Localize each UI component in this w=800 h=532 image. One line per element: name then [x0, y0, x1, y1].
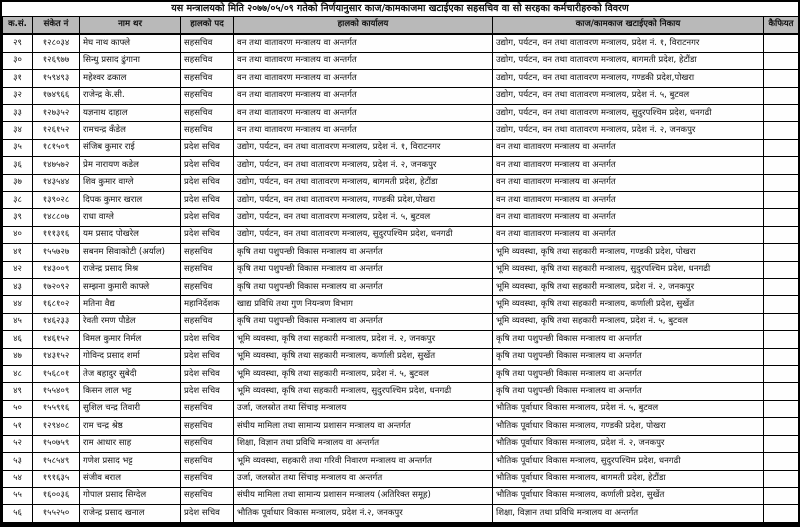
cell-name: मतिना वैद्य: [80, 296, 181, 313]
cell-code-number: १२६९७७: [33, 52, 80, 69]
cell-name: सम्झना कुमारी काफ्ले: [80, 279, 181, 296]
table-header-row: [3, 17, 799, 35]
header-current-post: हालको पद: [181, 17, 234, 35]
cell-current-post: सहसचिव: [181, 313, 234, 330]
cell-code-number: १९१६३५: [33, 470, 80, 487]
cell-remarks: [764, 400, 799, 417]
cell-current-office: उद्योग, पर्यटन, वन तथा वातावरण मन्त्रालय, प्रदेश नं. १, विराटनगर: [234, 139, 493, 156]
table-row: [3, 104, 799, 121]
cell-current-post: सहसचिव: [181, 122, 234, 139]
cell-serial-number: २९: [3, 34, 33, 52]
cell-current-office: उद्योग, पर्यटन, वन तथा वातावरण मन्त्रालय, बागमती प्रदेश, हेटौंडा: [234, 174, 493, 191]
cell-name: रेवती रमण पौडेल: [80, 313, 181, 330]
cell-assigned-agency: उद्योग, पर्यटन, वन तथा वातावरण मन्त्रालय, सुदुरपश्चिम प्रदेश, धनगढी: [493, 104, 764, 121]
cell-current-post: सहसचिव: [181, 87, 234, 104]
cell-current-office: कृषि तथा पशुपन्छी विकास मन्त्रालय वा अन्तर्गत: [234, 279, 493, 296]
cell-assigned-agency: भौतिक पूर्वाधार विकास मन्त्रालय, प्रदेश नं. ५, बुटवल: [493, 400, 764, 417]
cell-current-office: वन तथा वातावरण मन्त्रालय वा अन्तर्गत: [234, 70, 493, 87]
header-name: नाम थर: [80, 17, 181, 35]
cell-current-office: उद्योग, पर्यटन, वन तथा वातावरण मन्त्रालय, प्रदेश नं. ५, बुटवल: [234, 209, 493, 226]
cell-name: किसन लाल भट्ट: [80, 383, 181, 400]
cell-name: गणेश प्रसाद भट्ट: [80, 453, 181, 470]
cell-name: राधा वाग्ले: [80, 209, 181, 226]
cell-assigned-agency: उद्योग, पर्यटन, वन तथा वातावरण मन्त्रालय, गण्डकी प्रदेश,पोखरा: [493, 70, 764, 87]
cell-name: सिन्धु प्रसाद ढुंगाना: [80, 52, 181, 69]
cell-current-post: सहसचिव: [181, 70, 234, 87]
table-row: [3, 279, 799, 296]
cell-current-office: शिक्षा, विज्ञान तथा प्रविधि मन्त्रालय वा अन्तर्गत: [234, 435, 493, 452]
cell-remarks: [764, 192, 799, 209]
cell-assigned-agency: वन तथा वातावरण मन्त्रालय वा अन्तर्गत: [493, 209, 764, 226]
cell-name: दिपक कुमार खराल: [80, 192, 181, 209]
cell-assigned-agency: उद्योग, पर्यटन, वन तथा वातावरण मन्त्रालय, बागमती प्रदेश, हेटौंडा: [493, 52, 764, 69]
cell-current-office: कृषि तथा पशुपन्छी विकास मन्त्रालय वा अन्तर्गत: [234, 313, 493, 330]
cell-serial-number: ५६: [3, 505, 33, 523]
cell-assigned-agency: भौतिक पूर्वाधार विकास मन्त्रालय, प्रदेश नं. २, जनकपुर: [493, 435, 764, 452]
cell-current-post: प्रदेश सचिव: [181, 209, 234, 226]
table-row: [3, 122, 799, 139]
table-row: [3, 313, 799, 330]
cell-name: शिव कुमार वाग्ले: [80, 174, 181, 191]
table-row: [3, 52, 799, 69]
cell-remarks: [764, 366, 799, 383]
cell-current-post: प्रदेश सचिव: [181, 505, 234, 523]
cell-current-post: सहसचिव: [181, 400, 234, 417]
cell-assigned-agency: भौतिक पूर्वाधार विकास मन्त्रालय, सुदुरपश्चिम प्रदेश, धनगढी: [493, 453, 764, 470]
cell-current-office: उर्जा, जलस्रोत तथा सिंचाइ मन्त्रालय वा अन्तर्गत: [234, 470, 493, 487]
cell-remarks: [764, 435, 799, 452]
cell-code-number: १११३१६: [33, 226, 80, 243]
cell-name: सबनम सिवाकोटी (अर्याल): [80, 244, 181, 261]
cell-assigned-agency: भौतिक पूर्वाधार विकास मन्त्रालय, कर्णाली प्रदेश, सुर्खेत: [493, 487, 764, 504]
cell-current-office: कृषि तथा पशुपन्छी विकास मन्त्रालय वा अन्तर्गत: [234, 261, 493, 278]
cell-current-office: भूमि व्यवस्था, कृषि तथा सहकारी मन्त्रालय, प्रदेश नं. ५, बुटवल: [234, 366, 493, 383]
cell-current-post: प्रदेश सचिव: [181, 192, 234, 209]
table-row: [3, 487, 799, 504]
cell-remarks: [764, 313, 799, 330]
cell-assigned-agency: भूमि व्यवस्था, कृषि तथा सहकारी मन्त्रालय, प्रदेश नं. ५, बुटवल: [493, 313, 764, 330]
cell-name: राजेन्द्र प्रसाद खनाल: [80, 505, 181, 523]
table-row: [3, 70, 799, 87]
cell-serial-number: ३०: [3, 52, 33, 69]
cell-current-office: भौतिक पूर्वाधार विकास मन्त्रालय, प्रदेश नं.२, जनकपुर: [234, 505, 493, 523]
cell-current-office: संघीय मामिला तथा सामान्य प्रशासन मन्त्रालय वा अन्तर्गत: [234, 418, 493, 435]
cell-name: रामचन्द्र कँडेल: [80, 122, 181, 139]
cell-code-number: १८१५०९: [33, 139, 80, 156]
cell-assigned-agency: कृषि तथा पशुपन्छी विकास मन्त्रालय वा अन्तर्गत: [493, 348, 764, 365]
cell-current-office: भूमि व्यवस्था, सहकारी तथा गरिवी निवारण मन्त्रालय वा अन्तर्गत: [234, 453, 493, 470]
cell-name: विमल कुमार निर्मल: [80, 331, 181, 348]
cell-current-post: प्रदेश सचिव: [181, 139, 234, 156]
cell-serial-number: ५१: [3, 418, 33, 435]
cell-code-number: १७४९६६: [33, 87, 80, 104]
cell-name: तेज बहादुर सुबेदी: [80, 366, 181, 383]
cell-code-number: १६८१०२: [33, 296, 80, 313]
cell-serial-number: ४६: [3, 331, 33, 348]
cell-remarks: [764, 122, 799, 139]
cell-serial-number: ५०: [3, 400, 33, 417]
header-assigned-agency: काज/कामकाज खटाईएको निकाय: [493, 17, 764, 35]
cell-assigned-agency: कृषि तथा पशुपन्छी विकास मन्त्रालय वा अन्तर्गत: [493, 383, 764, 400]
cell-name: संजिब कुमार राई: [80, 139, 181, 156]
table-row: [3, 348, 799, 365]
header-code-number: संकेत नं: [33, 17, 80, 35]
cell-code-number: १४७५७२: [33, 157, 80, 174]
table-row: [3, 87, 799, 104]
cell-current-post: महानिर्देशक: [181, 296, 234, 313]
cell-current-post: सहसचिव: [181, 453, 234, 470]
table-row: [3, 453, 799, 470]
cell-current-post: सहसचिव: [181, 34, 234, 52]
table-row: [3, 192, 799, 209]
cell-current-post: सहसचिव: [181, 470, 234, 487]
cell-current-office: वन तथा वातावरण मन्त्रालय वा अन्तर्गत: [234, 52, 493, 69]
cell-remarks: [764, 453, 799, 470]
cell-serial-number: ४०: [3, 226, 33, 243]
cell-current-office: उद्योग, पर्यटन, वन तथा वातावरण मन्त्रालय, सुदुरपश्चिम प्रदेश, धनगढी: [234, 226, 493, 243]
table-row: [3, 34, 799, 52]
header-current-office: हालको कार्यालय: [234, 17, 493, 35]
cell-code-number: १३९०२८: [33, 192, 80, 209]
cell-assigned-agency: भूमि व्यवस्था, कृषि तथा सहकारी मन्त्रालय, प्रदेश नं. २, जनकपुर: [493, 279, 764, 296]
cell-remarks: [764, 174, 799, 191]
cell-assigned-agency: वन तथा वातावरण मन्त्रालय वा अन्तर्गत: [493, 226, 764, 243]
cell-remarks: [764, 418, 799, 435]
cell-assigned-agency: कृषि तथा पशुपन्छी विकास मन्त्रालय वा अन्तर्गत: [493, 331, 764, 348]
cell-name: यज्ञनाथ दाहाल: [80, 104, 181, 121]
cell-assigned-agency: वन तथा वातावरण मन्त्रालय वा अन्तर्गत: [493, 139, 764, 156]
cell-current-office: वन तथा वातावरण मन्त्रालय वा अन्तर्गत: [234, 34, 493, 52]
cell-current-office: उद्योग, पर्यटन, वन तथा वातावरण मन्त्रालय, प्रदेश नं. २, जनकपुर: [234, 157, 493, 174]
cell-current-post: प्रदेश सचिव: [181, 157, 234, 174]
cell-serial-number: ३८: [3, 192, 33, 209]
cell-current-office: वन तथा वातावरण मन्त्रालय वा अन्तर्गत: [234, 104, 493, 121]
cell-serial-number: ५४: [3, 470, 33, 487]
cell-remarks: [764, 505, 799, 523]
cell-serial-number: ३६: [3, 157, 33, 174]
cell-serial-number: ४३: [3, 279, 33, 296]
cell-code-number: १५९४९३: [33, 70, 80, 87]
cell-assigned-agency: वन तथा वातावरण मन्त्रालय वा अन्तर्गत: [493, 192, 764, 209]
cell-remarks: [764, 383, 799, 400]
table-body: [3, 34, 799, 523]
cell-code-number: १४३५४४: [33, 174, 80, 191]
cell-serial-number: ३९: [3, 209, 33, 226]
cell-code-number: १४६१५२: [33, 331, 80, 348]
cell-code-number: १५६८०१: [33, 366, 80, 383]
cell-serial-number: ४४: [3, 296, 33, 313]
cell-serial-number: ४२: [3, 261, 33, 278]
cell-current-post: सहसचिव: [181, 418, 234, 435]
cell-serial-number: ३७: [3, 174, 33, 191]
cell-assigned-agency: भूमि व्यवस्था, कृषि तथा सहकारी मन्त्रालय, गण्डकी प्रदेश, पोखरा: [493, 244, 764, 261]
cell-code-number: १४३००९: [33, 261, 80, 278]
table-row: [3, 139, 799, 156]
cell-current-post: सहसचिव: [181, 104, 234, 121]
cell-assigned-agency: वन तथा वातावरण मन्त्रालय वा अन्तर्गत: [493, 174, 764, 191]
cell-code-number: १४८८०७: [33, 209, 80, 226]
table-row: [3, 296, 799, 313]
document-title: यस मन्त्रालयको मिति २०७७/०५/०९ गतेको निर्णयानुसार काज/कामकाजमा खटाईएका सहसचिव वा सो सरहका कर्मचारीहरुको विवरण: [2, 2, 798, 16]
cell-current-post: प्रदेश सचिव: [181, 366, 234, 383]
staff-assignment-table: [2, 16, 799, 523]
table-row: [3, 383, 799, 400]
cell-code-number: १५०७५९: [33, 435, 80, 452]
cell-code-number: १२७३५२: [33, 104, 80, 121]
cell-code-number: १४३१५२: [33, 348, 80, 365]
cell-current-office: वन तथा वातावरण मन्त्रालय वा अन्तर्गत: [234, 122, 493, 139]
cell-remarks: [764, 157, 799, 174]
cell-current-post: सहसचिव: [181, 435, 234, 452]
cell-assigned-agency: भूमि व्यवस्था, कृषि तथा सहकारी मन्त्रालय, सुदुरपश्चिम प्रदेश, धनगढी: [493, 261, 764, 278]
cell-code-number: १२६१५२: [33, 122, 80, 139]
header-remarks: कैफियत: [764, 17, 799, 35]
cell-name: संजीव बराल: [80, 470, 181, 487]
cell-code-number: १२८०३४: [33, 34, 80, 52]
cell-code-number: १५५२५०: [33, 505, 80, 523]
cell-code-number: १४६२३३: [33, 313, 80, 330]
cell-current-post: प्रदेश सचिव: [181, 174, 234, 191]
cell-name: राम चन्द्र श्रेष्ठ: [80, 418, 181, 435]
cell-current-post: सहसचिव: [181, 261, 234, 278]
cell-current-office: संघीय मामिला तथा सामान्य प्रशासन मन्त्रालय (अतिरिक्त समूह): [234, 487, 493, 504]
cell-code-number: १५८५४९: [33, 453, 80, 470]
cell-remarks: [764, 226, 799, 243]
cell-remarks: [764, 470, 799, 487]
cell-current-office: उद्योग, पर्यटन, वन तथा वातावरण मन्त्रालय, गण्डकी प्रदेश,पोखरा: [234, 192, 493, 209]
cell-name: महेश्वर ढकाल: [80, 70, 181, 87]
cell-name: राजेन्द्र के.सी.: [80, 87, 181, 104]
cell-remarks: [764, 52, 799, 69]
cell-current-post: प्रदेश सचिव: [181, 383, 234, 400]
cell-code-number: १२९४०८: [33, 418, 80, 435]
cell-remarks: [764, 244, 799, 261]
cell-code-number: १५५७२७: [33, 244, 80, 261]
cell-current-post: सहसचिव: [181, 244, 234, 261]
cell-name: राम आधार साह: [80, 435, 181, 452]
cell-code-number: १६००३६: [33, 487, 80, 504]
cell-serial-number: ५५: [3, 487, 33, 504]
cell-remarks: [764, 331, 799, 348]
cell-current-post: सहसचिव: [181, 52, 234, 69]
cell-remarks: [764, 139, 799, 156]
cell-serial-number: ३४: [3, 122, 33, 139]
cell-code-number: १७२०९२: [33, 279, 80, 296]
cell-remarks: [764, 348, 799, 365]
cell-remarks: [764, 279, 799, 296]
cell-current-office: खाद्य प्रविधि तथा गुण नियन्त्रण विभाग: [234, 296, 493, 313]
cell-remarks: [764, 296, 799, 313]
cell-name: यम प्रसाद पोखरेल: [80, 226, 181, 243]
cell-name: प्रेम नारायण कडेल: [80, 157, 181, 174]
cell-current-post: सहसचिव: [181, 279, 234, 296]
cell-serial-number: ३३: [3, 104, 33, 121]
cell-serial-number: ५३: [3, 453, 33, 470]
table-row: [3, 157, 799, 174]
cell-current-post: प्रदेश सचिव: [181, 348, 234, 365]
table-row: [3, 244, 799, 261]
table-row: [3, 400, 799, 417]
cell-remarks: [764, 87, 799, 104]
table-row: [3, 470, 799, 487]
table-row: [3, 366, 799, 383]
cell-name: राजेन्द्र प्रसाद मिश्र: [80, 261, 181, 278]
cell-current-post: प्रदेश सचिव: [181, 331, 234, 348]
table-row: [3, 505, 799, 523]
cell-serial-number: ४५: [3, 313, 33, 330]
cell-remarks: [764, 209, 799, 226]
cell-current-office: भूमि व्यवस्था, कृषि तथा सहकारी मन्त्रालय, प्रदेश नं. २, जनकपुर: [234, 331, 493, 348]
cell-assigned-agency: भौतिक पूर्वाधार विकास मन्त्रालय, गण्डकी प्रदेश, पोखरा: [493, 418, 764, 435]
cell-name: मेघ नाथ काफ्ले: [80, 34, 181, 52]
cell-name: गोविन्द प्रसाद शर्मा: [80, 348, 181, 365]
cell-serial-number: ३२: [3, 87, 33, 104]
cell-assigned-agency: वन तथा वातावरण मन्त्रालय वा अन्तर्गत: [493, 157, 764, 174]
cell-assigned-agency: भूमि व्यवस्था, कृषि तथा सहकारी मन्त्रालय, कर्णाली प्रदेश, सुर्खेत: [493, 296, 764, 313]
cell-serial-number: ४८: [3, 366, 33, 383]
cell-remarks: [764, 34, 799, 52]
cell-current-office: वन तथा वातावरण मन्त्रालय वा अन्तर्गत: [234, 87, 493, 104]
cell-assigned-agency: भौतिक पूर्वाधार विकास मन्त्रालय, बागमती प्रदेश, हेटौंडा: [493, 470, 764, 487]
cell-remarks: [764, 487, 799, 504]
table-row: [3, 226, 799, 243]
cell-serial-number: ४७: [3, 348, 33, 365]
cell-serial-number: ५२: [3, 435, 33, 452]
cell-name: सुशिल चन्द्र तिवारी: [80, 400, 181, 417]
cell-current-office: भूमि व्यवस्था, कृषि तथा सहकारी मन्त्रालय, कर्णाली प्रदेश, सुर्खेत: [234, 348, 493, 365]
cell-serial-number: ३१: [3, 70, 33, 87]
cell-remarks: [764, 70, 799, 87]
cell-serial-number: ३५: [3, 139, 33, 156]
cell-assigned-agency: कृषि तथा पशुपन्छी विकास मन्त्रालय वा अन्तर्गत: [493, 366, 764, 383]
cell-assigned-agency: उद्योग, पर्यटन, वन तथा वातावरण मन्त्रालय, प्रदेश नं. २, जनकपुर: [493, 122, 764, 139]
cell-assigned-agency: शिक्षा, विज्ञान तथा प्रविधि मन्त्रालय वा अन्तर्गत: [493, 505, 764, 523]
cell-assigned-agency: उद्योग, पर्यटन, वन तथा वातावरण मन्त्रालय, प्रदेश नं. १, विराटनगर: [493, 34, 764, 52]
cell-remarks: [764, 261, 799, 278]
table-row: [3, 261, 799, 278]
header-serial-number: क.सं.: [3, 17, 33, 35]
cell-serial-number: ४१: [3, 244, 33, 261]
table-row: [3, 209, 799, 226]
table-row: [3, 331, 799, 348]
cell-name: गोपाल प्रसाद सिग्देल: [80, 487, 181, 504]
table-row: [3, 174, 799, 191]
cell-code-number: १५५९१६: [33, 400, 80, 417]
cell-current-office: भूमि व्यवस्था, कृषि तथा सहकारी मन्त्रालय, सुदुरपश्चिम प्रदेश, धनगढी: [234, 383, 493, 400]
cell-current-office: उर्जा, जलस्रोत तथा सिंचाइ मन्त्रालय: [234, 400, 493, 417]
cell-remarks: [764, 104, 799, 121]
table-row: [3, 435, 799, 452]
table-row: [3, 418, 799, 435]
cell-current-office: कृषि तथा पशुपन्छी विकास मन्त्रालय वा अन्तर्गत: [234, 244, 493, 261]
cell-current-post: प्रदेश सचिव: [181, 226, 234, 243]
cell-code-number: १५५४०९: [33, 383, 80, 400]
cell-current-post: सहसचिव: [181, 487, 234, 504]
cell-serial-number: ४९: [3, 383, 33, 400]
cell-assigned-agency: उद्योग, पर्यटन, वन तथा वातावरण मन्त्रालय, प्रदेश नं. ५, बुटवल: [493, 87, 764, 104]
